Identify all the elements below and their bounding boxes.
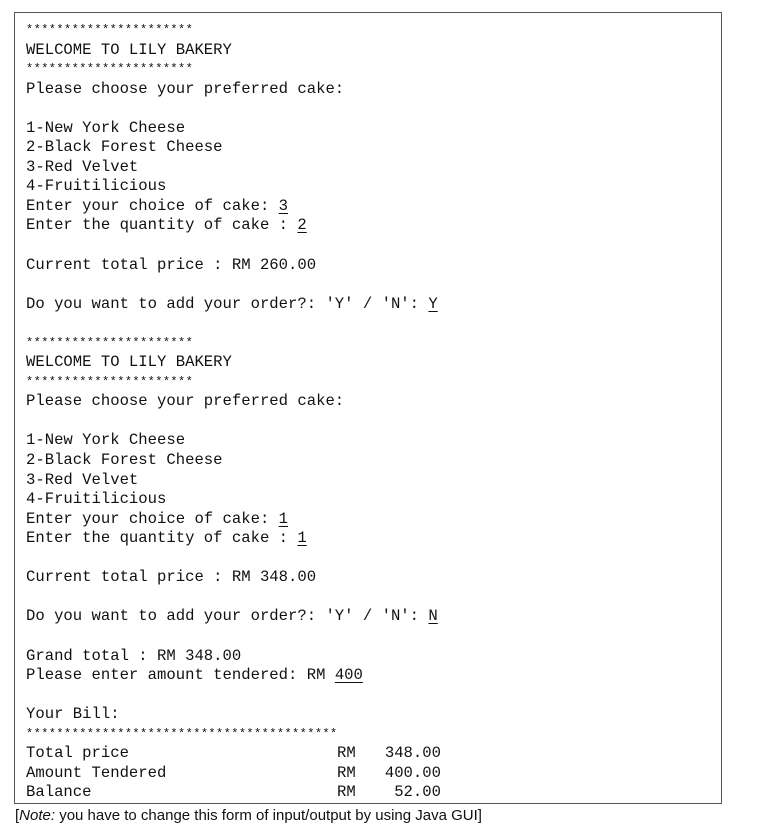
quantity-input[interactable]: 1	[297, 529, 307, 548]
add-order-label: Do you want to add your order?: 'Y' / 'N':	[26, 607, 429, 626]
tender-line	[26, 666, 716, 686]
blank-line	[26, 275, 716, 295]
tender-label: Please enter amount tendered: RM	[26, 666, 335, 685]
choice-input[interactable]: 3	[278, 196, 289, 215]
quantity-line	[26, 216, 716, 236]
add-order-line	[26, 295, 716, 315]
bill-label: Amount Tendered	[26, 763, 167, 782]
choose-prompt: Please choose your preferred cake:	[26, 392, 345, 411]
bill-row-total	[26, 744, 716, 764]
bill-title: Your Bill:	[26, 705, 120, 724]
note-prefix: [	[15, 807, 20, 824]
stars-divider: **********************	[26, 374, 194, 389]
current-total: Current total price : RM 260.00	[26, 255, 317, 274]
blank-line	[26, 686, 716, 706]
choice-label: Enter your choice of cake:	[26, 509, 279, 528]
choice-line	[26, 197, 716, 217]
current-total: Current total price : RM 348.00	[26, 568, 317, 587]
stars-divider-long: *****************************************	[26, 726, 338, 741]
add-order-line	[26, 607, 716, 627]
stars-divider: **********************	[26, 23, 194, 37]
bill-value: 52.00	[394, 783, 441, 802]
welcome-banner: WELCOME TO LILY BAKERY	[26, 40, 232, 59]
bill-label: Balance	[26, 783, 92, 802]
add-order-input[interactable]: N	[428, 607, 438, 626]
choice-line	[26, 510, 716, 530]
blank-line	[26, 314, 716, 334]
console-output	[14, 12, 722, 804]
menu-item: 3-Red Velvet	[26, 157, 139, 176]
menu-item: 3-Red Velvet	[26, 470, 139, 489]
stars-divider: **********************	[26, 335, 194, 350]
blank-line	[26, 412, 716, 432]
tender-input[interactable]: 400	[334, 666, 363, 685]
choice-input[interactable]: 1	[278, 509, 289, 528]
console-lines	[26, 21, 716, 803]
note-text: you have to change this form of input/output by using Java GUI]	[55, 807, 482, 824]
menu-item: 2-Black Forest Cheese	[26, 451, 223, 470]
choose-prompt: Please choose your preferred cake:	[26, 79, 345, 98]
choice-label: Enter your choice of cake:	[26, 196, 279, 215]
blank-line	[26, 588, 716, 608]
menu-item: 2-Black Forest Cheese	[26, 138, 223, 157]
blank-line	[26, 236, 716, 256]
bill-currency: RM	[337, 783, 356, 802]
quantity-label: Enter the quantity of cake :	[26, 216, 298, 235]
bill-row-tendered	[26, 764, 716, 784]
bill-currency: RM	[337, 744, 356, 763]
stars-divider: **********************	[26, 62, 194, 77]
quantity-input[interactable]: 2	[297, 216, 307, 235]
menu-item: 1-New York Cheese	[26, 118, 186, 137]
bill-label: Total price	[26, 744, 129, 763]
welcome-banner: WELCOME TO LILY BAKERY	[26, 353, 232, 372]
quantity-label: Enter the quantity of cake :	[26, 529, 298, 548]
grand-total: Grand total : RM 348.00	[26, 646, 242, 665]
bill-row-balance	[26, 783, 716, 803]
add-order-label: Do you want to add your order?: 'Y' / 'N':	[26, 294, 429, 313]
quantity-line	[26, 529, 716, 549]
blank-line	[26, 627, 716, 647]
add-order-input[interactable]: Y	[428, 294, 438, 313]
bill-value: 400.00	[384, 763, 441, 782]
menu-item: 4-Fruitilicious	[26, 177, 167, 196]
blank-line	[26, 549, 716, 569]
menu-item: 1-New York Cheese	[26, 431, 186, 450]
menu-item: 4-Fruitilicious	[26, 490, 167, 509]
note-italic: Note:	[19, 807, 56, 824]
note-caption	[15, 806, 482, 826]
bill-currency: RM	[337, 763, 356, 782]
bill-value: 348.00	[384, 744, 441, 763]
blank-line	[26, 99, 716, 119]
